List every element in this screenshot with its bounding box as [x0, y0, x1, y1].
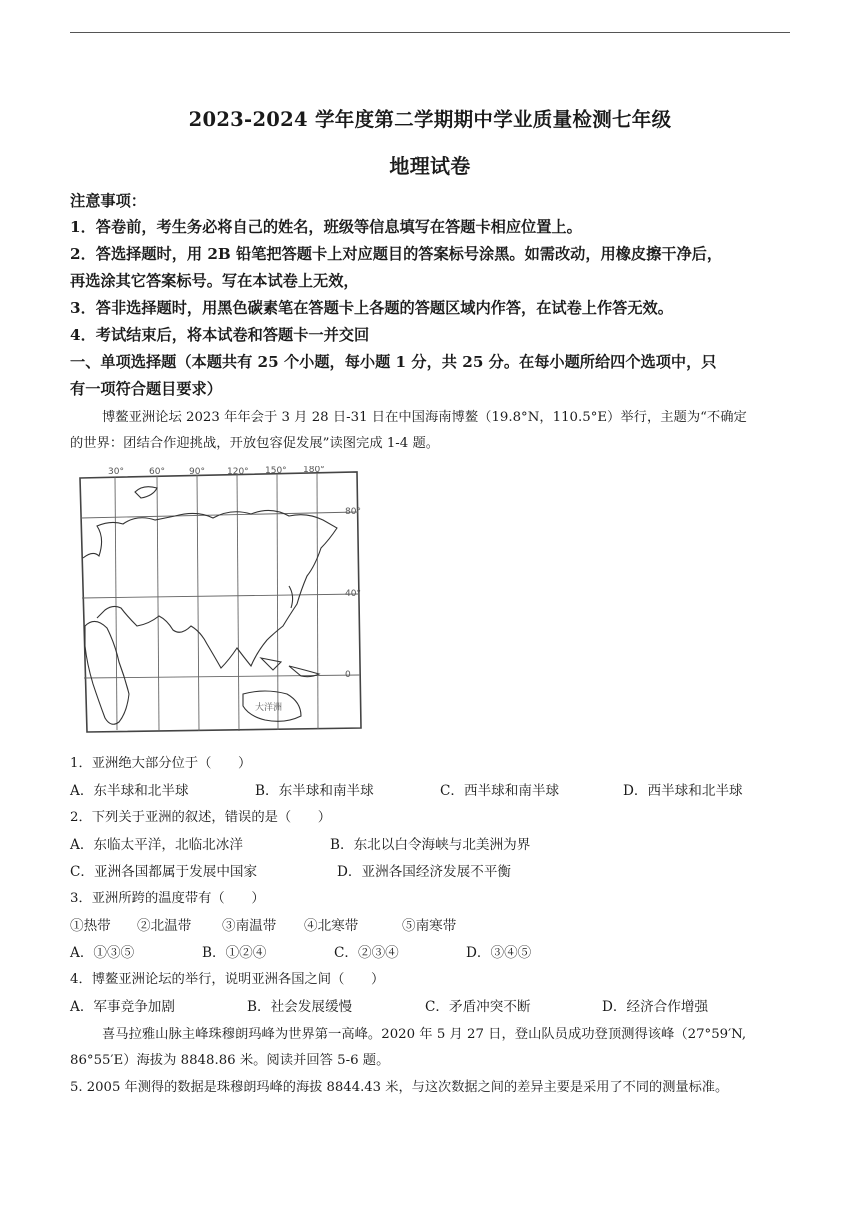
option-a: A．①③⑤	[70, 945, 135, 961]
question-stem: 2．下列关于亚洲的叙述，错误的是（ ）	[70, 810, 332, 825]
notice-item: 2．答选择题时，用 2B 铅笔把答题卡上对应题目的答案标号涂黑。如需改动，用橡皮擦干净后，	[70, 245, 723, 263]
lon-label: 90°	[189, 467, 205, 477]
lon-label: 30°	[108, 467, 124, 477]
option-d: D．经济合作增强	[602, 999, 709, 1015]
question-stem: 5. 2005 年测得的数据是珠穆朗玛峰的海拔 8844.43 米，与这次数据之间的差异主要是采用了不同的测量标准。	[70, 1080, 729, 1095]
choice-item: ③南温带	[222, 918, 277, 934]
lon-label: 150°	[265, 466, 287, 476]
option-d: D．西半球和北半球	[623, 783, 743, 799]
question-stem: 4．博鳌亚洲论坛的举行，说明亚洲各国之间（ ）	[70, 972, 385, 987]
choice-item: ①热带	[70, 918, 111, 934]
option-b: B．①②④	[202, 945, 267, 961]
option-b: B．社会发展缓慢	[247, 999, 353, 1015]
option-a: A．东临太平洋，北临北冰洋	[70, 837, 243, 853]
option-c: C．亚洲各国都属于发展中国家	[70, 864, 258, 880]
lat-label: 40°	[345, 589, 361, 599]
lon-label: 60°	[149, 467, 165, 477]
notice-item: 3．答非选择题时，用黑色碳素笔在答题卡上各题的答题区域内作答，在试卷上作答无效。	[70, 299, 673, 317]
option-d: D．亚洲各国经济发展不平衡	[337, 864, 512, 880]
option-c: C．矛盾冲突不断	[425, 999, 531, 1015]
option-b: B．东北以白令海峡与北美洲为界	[330, 837, 531, 853]
exam-subtitle: 地理试卷	[389, 154, 471, 178]
section-heading-cont: 有一项符合题目要求）	[70, 380, 222, 398]
header-rule	[70, 32, 790, 33]
option-b: B．东半球和南半球	[255, 783, 374, 799]
option-a: A．东半球和北半球	[70, 783, 189, 799]
lon-label: 180°	[303, 466, 325, 475]
option-c: C．②③④	[334, 945, 399, 961]
question-stem: 1．亚洲绝大部分位于（ ）	[70, 756, 252, 771]
intro-paragraph: 博鳌亚洲论坛 2023 年年会于 3 月 28 日-31 日在中国海南博鳌（19.8°N，110.5°E）举行，主题为“不确定	[102, 410, 747, 425]
intro-paragraph: 喜马拉雅山脉主峰珠穆朗玛峰为世界第一高峰。2020 年 5 月 27 日，登山队员成功登顶测得该峰（27°59′N,	[102, 1027, 747, 1042]
notice-item: 再选涂其它答案标号。写在本试卷上无效，	[70, 272, 359, 290]
notice-item: 1．答卷前，考生务必将自己的姓名，班级等信息填写在答题卡相应位置上。	[70, 218, 582, 236]
asia-map	[75, 466, 365, 736]
ocean-label: 大洋洲	[255, 703, 283, 713]
notice-item: 4．考试结束后，将本试卷和答题卡一并交回	[70, 326, 370, 344]
option-a: A．军事竞争加剧	[70, 999, 175, 1015]
option-d: D．③④⑤	[466, 945, 532, 961]
question-stem: 3．亚洲所跨的温度带有（ ）	[70, 891, 265, 906]
lat-label: 80°	[345, 507, 361, 517]
choice-item: ②北温带	[137, 918, 192, 934]
option-c: C．西半球和南半球	[440, 783, 560, 799]
lat-label: 0	[345, 670, 351, 680]
exam-title: 2023-2024 学年度第二学期期中学业质量检测七年级	[188, 108, 672, 131]
intro-paragraph-cont: 的世界：团结合作迎挑战，开放包容促发展”读图完成 1-4 题。	[70, 436, 440, 451]
choice-item: ⑤南寒带	[402, 918, 457, 934]
notice-heading: 注意事项：	[70, 192, 146, 210]
choice-item: ④北寒带	[304, 918, 359, 934]
section-heading: 一、单项选择题（本题共有 25 个小题，每小题 1 分，共 25 分。在每小题所给四个选项中，只	[70, 353, 717, 371]
intro-paragraph-cont: 86°55′E）海拔为 8848.86 米。阅读并回答 5-6 题。	[70, 1053, 390, 1068]
lon-label: 120°	[227, 467, 249, 477]
